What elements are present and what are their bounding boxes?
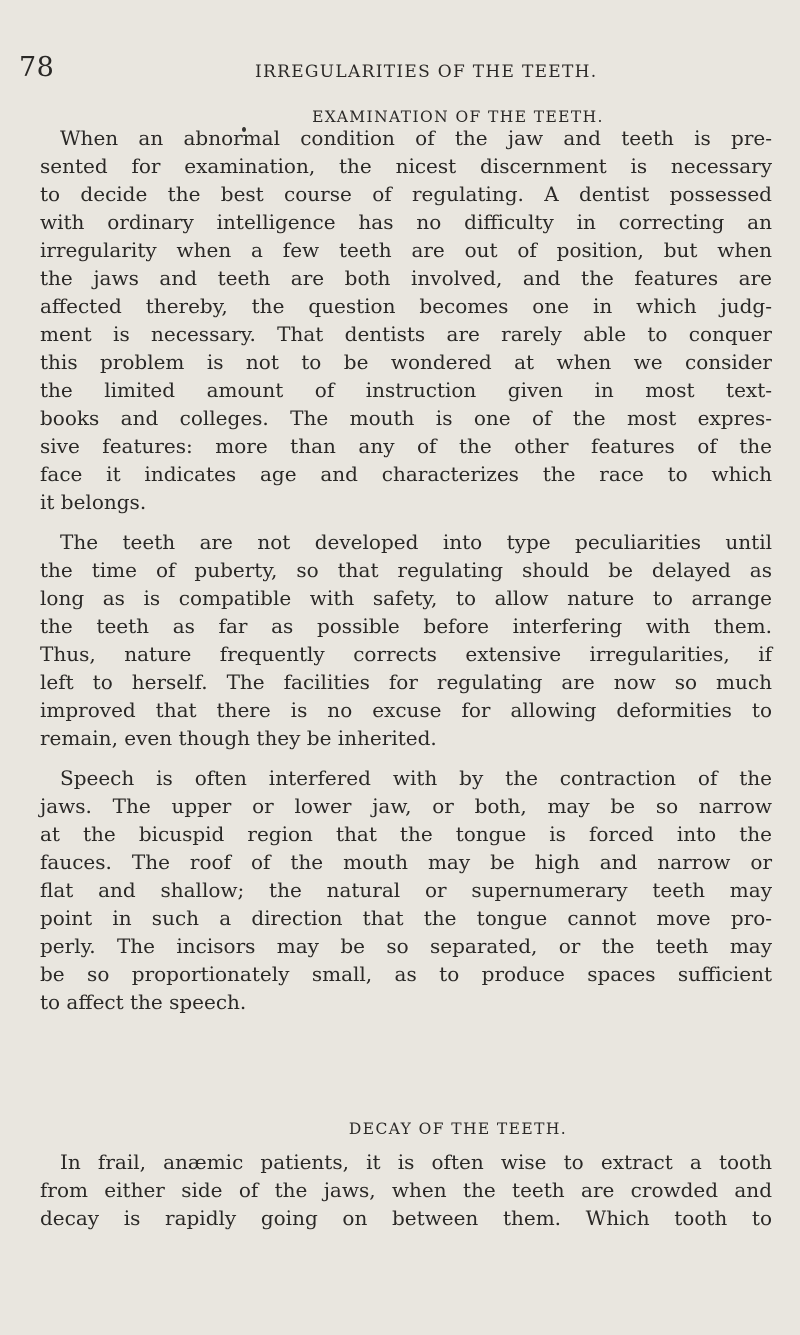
text-line: decay is rapidly going on between them. Which tooth to (40, 1206, 772, 1230)
text-line: left to herself. The facilities for regulating are now so much (40, 670, 772, 694)
text-line: sented for examination, the nicest discernment is necessary (40, 154, 772, 178)
text-line: fauces. The roof of the mouth may be high and narrow or (40, 850, 772, 874)
text-line: When an abnormal condition of the jaw and teeth is pre- (60, 126, 772, 150)
text-line: In frail, anæmic patients, it is often wise to extract a tooth (60, 1150, 772, 1174)
text-line: sive features: more than any of the other features of the (40, 434, 772, 458)
text-line: the jaws and teeth are both involved, and the features are (40, 266, 772, 290)
text-line: The teeth are not developed into type peculiarities until (60, 530, 772, 554)
section-heading-decay: DECAY OF THE TEETH. (348, 1120, 568, 1138)
section-heading-examination: EXAMINATION OF THE TEETH. (312, 108, 604, 126)
text-line: this problem is not to be wondered at when we consider (40, 350, 772, 374)
text-line: flat and shallow; the natural or supernumerary teeth may (40, 878, 772, 902)
text-line: it belongs. (40, 490, 147, 514)
text-line: long as is compatible with safety, to allow nature to arrange (40, 586, 772, 610)
text-line: the teeth as far as possible before interfering with them. (40, 614, 772, 638)
running-head: IRREGULARITIES OF THE TEETH. (255, 62, 598, 82)
text-line: the limited amount of instruction given in most text- (40, 378, 772, 402)
text-line: improved that there is no excuse for allowing deformities to (40, 698, 772, 722)
text-line: perly. The incisors may be so separated, or the teeth may (40, 934, 772, 958)
text-line: at the bicuspid region that the tongue is forced into the (40, 822, 772, 846)
text-line: remain, even though they be inherited. (40, 726, 437, 750)
text-line: to decide the best course of regulating. A dentist possessed (40, 182, 772, 206)
text-line: be so proportionately small, as to produce spaces sufficient (40, 962, 772, 986)
text-line: affected thereby, the question becomes one in which judg- (40, 294, 772, 318)
text-line: Thus, nature frequently corrects extensive irregularities, if (40, 642, 772, 666)
text-line: ment is necessary. That dentists are rarely able to conquer (40, 322, 772, 346)
text-line: face it indicates age and characterizes the race to which (40, 462, 772, 486)
text-line: point in such a direction that the tongue cannot move pro- (40, 906, 772, 930)
text-line: jaws. The upper or lower jaw, or both, may be so narrow (40, 794, 772, 818)
text-line: books and colleges. The mouth is one of the most expres- (40, 406, 772, 430)
text-line: Speech is often interfered with by the contraction of the (60, 766, 772, 790)
text-line: from either side of the jaws, when the teeth are crowded and (40, 1178, 772, 1202)
text-line: the time of puberty, so that regulating should be delayed as (40, 558, 772, 582)
text-line: irregularity when a few teeth are out of position, but when (40, 238, 772, 262)
text-line: to affect the speech. (40, 990, 247, 1014)
text-line: with ordinary intelligence has no difficulty in correcting an (40, 210, 772, 234)
page-number: 78 (19, 52, 55, 83)
